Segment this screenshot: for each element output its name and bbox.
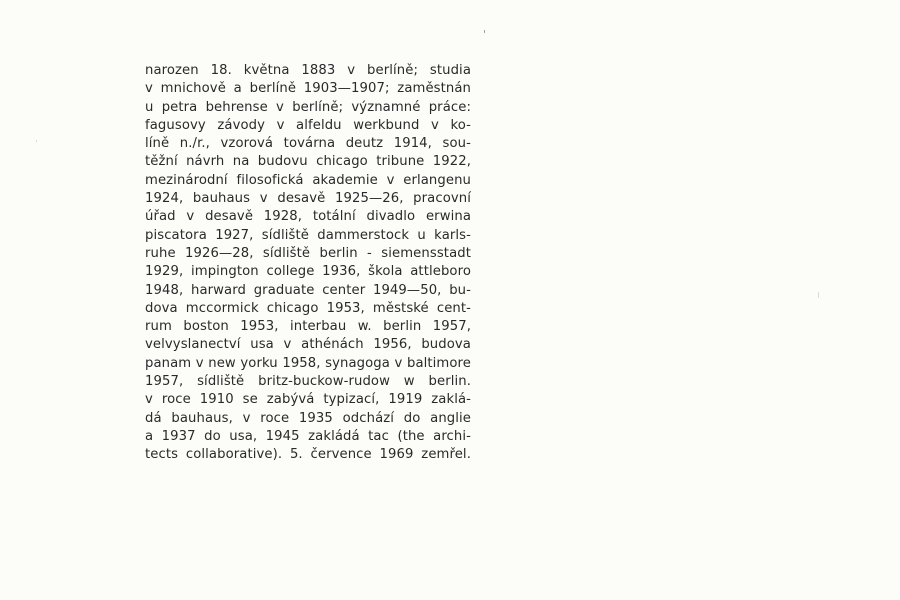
text-line: dá bauhaus, v roce 1935 odchází do anglie [145, 410, 471, 426]
text-line: 1929, impington college 1936, škola attleboro [145, 264, 471, 280]
text-line: a 1937 do usa, 1945 zakládá tac (the archi- [145, 428, 471, 444]
biography-text-block [145, 62, 471, 465]
text-line: líně n./r., vzorová továrna deutz 1914, sou- [145, 136, 471, 152]
text-line: v mnichově a berlíně 1903—1907; zaměstnán [145, 81, 471, 97]
text-line: u petra behrense v berlíně; významné práce: [145, 99, 471, 115]
text-line: 1948, harward graduate center 1949—50, bu- [145, 282, 471, 298]
text-line: v roce 1910 se zabývá typizací, 1919 zaklá- [145, 392, 471, 408]
text-line: piscatora 1927, sídliště dammerstock u karls- [145, 227, 471, 243]
text-line: rum boston 1953, interbau w. berlin 1957, [145, 319, 471, 335]
text-line: úřad v desavě 1928, totální divadlo erwina [145, 209, 471, 225]
text-line: mezinárodní filosofická akademie v erlangenu [145, 172, 471, 188]
scan-speck [36, 140, 37, 142]
text-line: 1924, bauhaus v desavě 1925—26, pracovní [145, 191, 471, 207]
scan-speck [818, 292, 819, 298]
text-line: panam v new yorku 1958, synagoga v baltimore [145, 355, 471, 371]
scan-speck [484, 30, 485, 33]
text-line: narozen 18. května 1883 v berlíně; studia [145, 63, 471, 78]
text-line: ruhe 1926—28, sídliště berlin - siemensstadt [145, 245, 471, 261]
text-line: tects collaborative). 5. července 1969 zemřel. [145, 447, 471, 463]
text-line: dova mccormick chicago 1953, městské cent- [145, 300, 471, 316]
text-line: 1957, sídliště britz-buckow-rudow w berlin. [145, 374, 471, 390]
text-line: těžní návrh na budovu chicago tribune 1922, [145, 154, 471, 170]
text-line: velvyslanectví usa v athénách 1956, budova [145, 337, 471, 353]
text-line: fagusovy závody v alfeldu werkbund v ko- [145, 117, 471, 133]
